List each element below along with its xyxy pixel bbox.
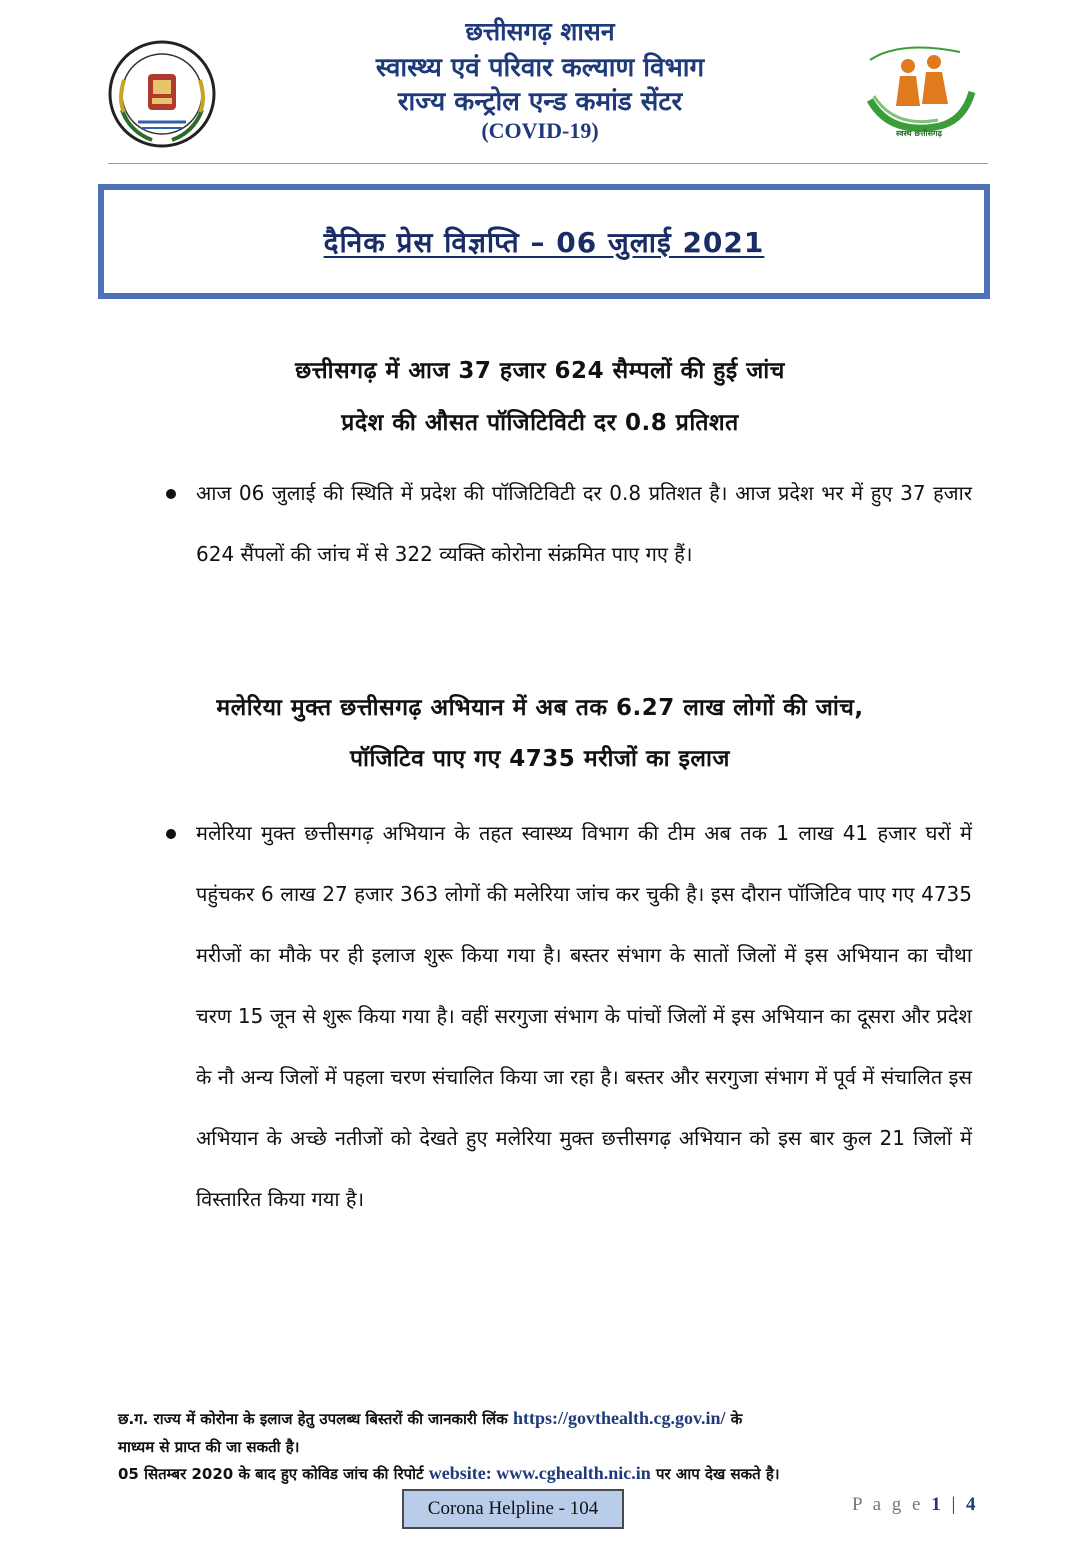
footer-line3-text: 05 सितम्बर 2020 के बाद हुए कोविड जांच की रिपोर्ट (118, 1465, 424, 1483)
bullet-icon (166, 829, 176, 839)
section1-paragraph: आज 06 जुलाई की स्थिति में प्रदेश की पॉजिटिविटी दर 0.8 प्रतिशत है। आज प्रदेश भर में हुए 37 हजार 624 सैंपलों की जांच में से 322 व्यक्ति कोरोना संक्रमित पाए गए हैं। (196, 481, 972, 566)
page-label: P a g e (852, 1494, 924, 1515)
header-line-3: राज्य कन्ट्रोल एन्ड कमांड सेंटर (397, 87, 683, 117)
page-total: 4 (966, 1494, 979, 1515)
footer-line1-post: के (730, 1410, 743, 1428)
press-release-title: दैनिक प्रेस विज्ञप्ति – 06 जुलाई 2021 (323, 225, 765, 259)
page-separator: | (951, 1494, 959, 1515)
bullet-icon (166, 489, 176, 499)
footer-line-1 (118, 1408, 978, 1429)
section2-paragraph: मलेरिया मुक्त छत्तीसगढ़ अभियान के तहत स्वास्थ्य विभाग की टीम अब तक 1 लाख 41 हजार घरों में पहुंचकर 6 लाख 27 हजार 363 लोगों की मलेरिया जांच कर चुकी है। इस दौरान पॉजिटिव पाए गए 4735 मरीजों का मौके पर ही इलाज शुरू किया गया है। बस्तर संभाग के सातों जिलों में इस अभियान का चौथा चरण 15 जून से शुरू किया गया है। वहीं सरगुजा संभाग के पांचों जिलों में इस अभियान का दूसरा और प्रदेश के नौ अन्य जिलों में पहला चरण संचालित किया जा रहा है। बस्तर और सरगुजा संभाग में पूर्व में संचालित इस अभियान के अच्छे नतीजों को देखते हुए मलेरिया मुक्त छत्तीसगढ़ अभियान को इस बार कुल 21 जिलों में विस्तारित किया गया है। (196, 821, 972, 1211)
footer-line-3 (118, 1463, 978, 1484)
swasth-chhattisgarh-logo (860, 40, 976, 144)
cghealth-website-link[interactable]: website: www.cghealth.nic.in (428, 1463, 651, 1483)
state-emblem-logo (108, 40, 216, 148)
section2-heading-1: मलेरिया मुक्त छत्तीसगढ़ अभियान में अब तक 6.27 लाख लोगों की जांच, (216, 695, 864, 721)
footer-line-2: माध्यम से प्राप्त की जा सकती है। (118, 1438, 300, 1456)
header-line-2: स्वास्थ्य एवं परिवार कल्याण विभाग (375, 53, 705, 83)
footer-line1-text: छ.ग. राज्य में कोरोना के इलाज हेतु उपलब्ध बिस्तरों की जानकारी लिंक (118, 1410, 508, 1428)
footer-line3-post: पर आप देख सकते है। (656, 1465, 780, 1483)
right-logo-caption: स्वस्थ छत्तीसगढ़ (896, 129, 943, 138)
page-current: 1 (931, 1494, 944, 1515)
section1-heading-1: छत्तीसगढ़ में आज 37 हजार 624 सैम्पलों की हुई जांच (295, 358, 785, 384)
beds-info-link[interactable]: https://govthealth.cg.gov.in/ (512, 1408, 726, 1428)
header-line-4: (COVID-19) (481, 118, 599, 143)
title-box (98, 184, 990, 299)
helpline-box: Corona Helpline - 104 (402, 1489, 624, 1529)
section1-heading-2: प्रदेश की औसत पॉजिटिविटी दर 0.8 प्रतिशत (341, 410, 739, 436)
section2-heading-2: पॉजिटिव पाए गए 4735 मरीजों का इलाज (349, 746, 731, 772)
header-divider (108, 163, 988, 164)
page-number (852, 1494, 979, 1516)
header-line-1: छत्तीसगढ़ शासन (465, 17, 615, 46)
